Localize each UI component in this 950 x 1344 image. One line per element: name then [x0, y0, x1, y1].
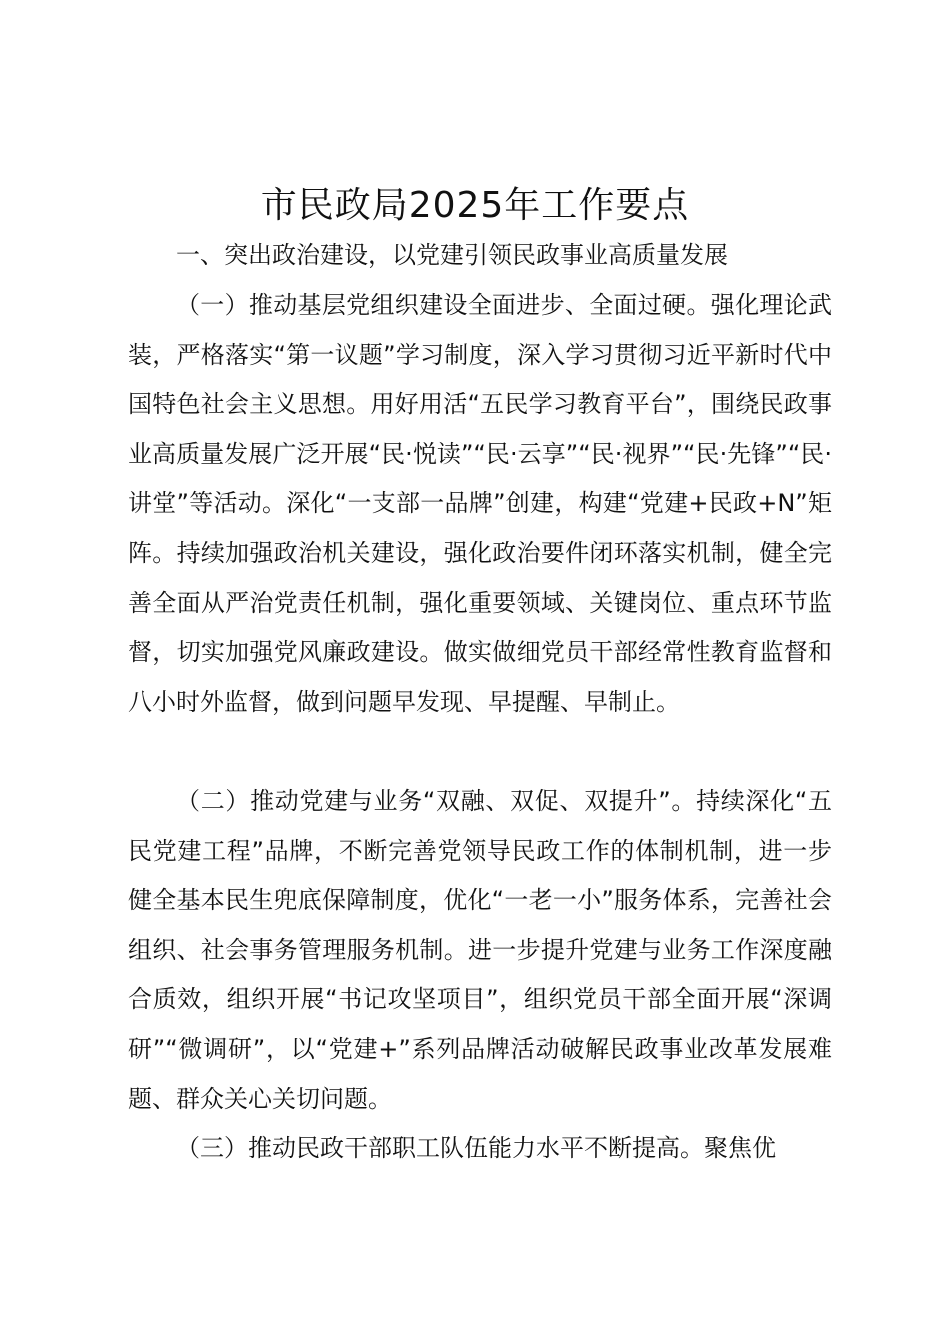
paragraph-3: （三）推动民政干部职工队伍能力水平不断提高。聚焦优 [176, 1134, 776, 1162]
section-heading: 一、突出政治建设，以党建引领民政事业高质量发展 [176, 241, 728, 269]
paragraph-1: （一）推动基层党组织建设全面进步、全面过硬。强化理论武装，严格落实“第一议题”学习制度，深入学习贯彻习近平新时代中国特色社会主义思想。用好用活“五民学习教育平台”，围绕民政事业高质量发展广泛开展“民·悦读”“民·云享”“民·视界”“民·先锋”“民·讲堂”等活动。深化“一支部一品牌”创建，构建“党建+民政+N”矩阵。持续加强政治机关建设，强化政治要件闭环落实机制，健全完善全面从严治党责任机制，强化重要领域、关键岗位、重点环节监督，切实加强党风廉政建设。做实做细党员干部经常性教育监督和八小时外监督，做到问题早发现、早提醒、早制止。 [128, 291, 832, 716]
document-title: 市民政局2025年工作要点 [260, 185, 690, 226]
paragraph-2: （二）推动党建与业务“双融、双促、双提升”。持续深化“五民党建工程”品牌，不断完善党领导民政工作的体制机制，进一步健全基本民生兜底保障制度，优化“一老一小”服务体系，完善社会组织、社会事务管理服务机制。进一步提升党建与业务工作深度融合质效，组织开展“书记攻坚项目”，组织党员干部全面开展“深调研”“微调研”，以“党建+”系列品牌活动破解民政事业改革发展难题、群众关心关切问题。 [128, 787, 832, 1113]
